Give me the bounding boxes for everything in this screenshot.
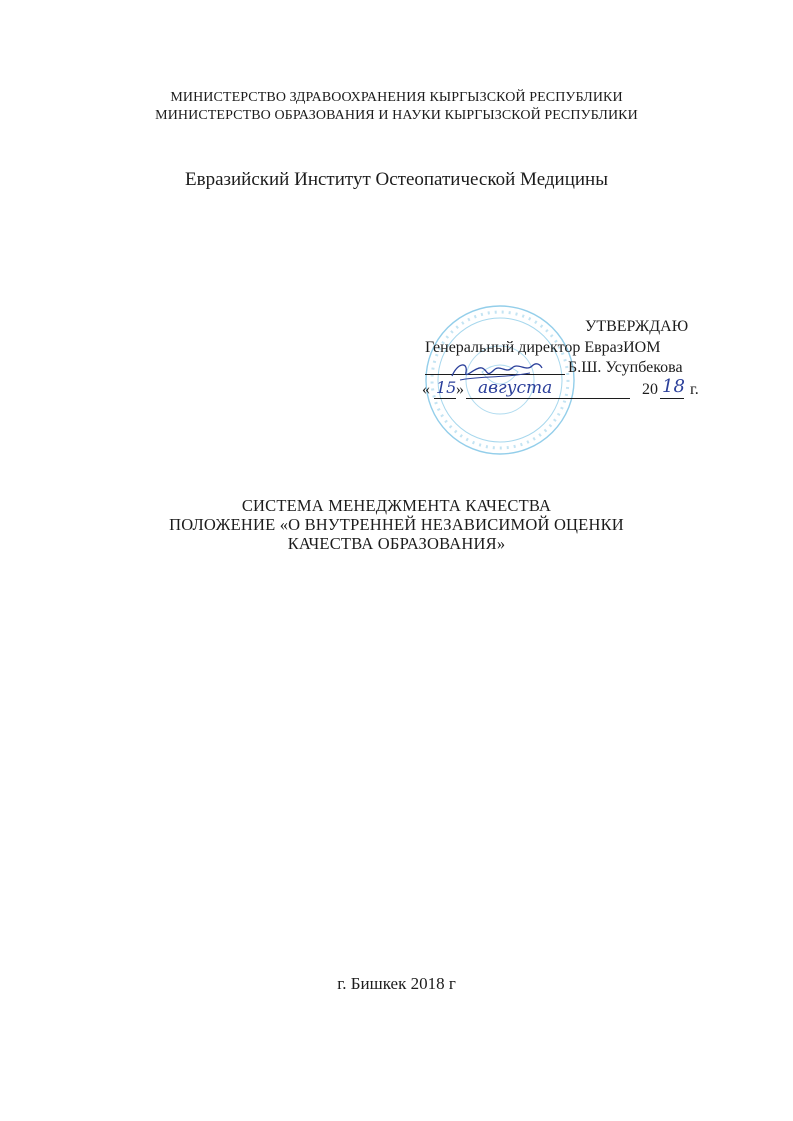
approve-label: УТВЕРЖДАЮ [585, 318, 689, 335]
ministry-education-heading: МИНИСТЕРСТВО ОБРАЗОВАНИЯ И НАУКИ КЫРГЫЗСКОЙ РЕСПУБЛИКИ [155, 108, 638, 123]
date-year-suffix: 18 [662, 376, 685, 397]
date-day: 15 [436, 378, 457, 397]
date-quote-close: » [456, 381, 464, 398]
date-year-unit: г. [690, 381, 699, 398]
document-title-line2: ПОЛОЖЕНИЕ «О ВНУТРЕННЕЙ НЕЗАВИСИМОЙ ОЦЕНКИ [169, 515, 624, 534]
day-underline [434, 398, 456, 399]
document-title-line1: СИСТЕМА МЕНЕДЖМЕНТА КАЧЕСТВА [241, 496, 552, 515]
year-underline [660, 398, 684, 399]
date-month: августа [478, 378, 553, 398]
director-signature [446, 356, 546, 386]
director-position: Генеральный директор ЕвразИОМ [425, 339, 661, 356]
document-title-line3: КАЧЕСТВА ОБРАЗОВАНИЯ» [287, 534, 506, 553]
date-year-prefix: 20 [642, 381, 658, 398]
city-year: г. Бишкек 2018 г [337, 974, 456, 993]
date-quote-open: « [422, 381, 430, 398]
signatory-name: Б.Ш. Усупбекова [568, 359, 683, 376]
month-underline [466, 398, 630, 399]
institute-name: Евразийский Институт Остеопатической Медицины [185, 169, 608, 190]
ministry-health-heading: МИНИСТЕРСТВО ЗДРАВООХРАНЕНИЯ КЫРГЫЗСКОЙ РЕСПУБЛИКИ [170, 90, 623, 105]
